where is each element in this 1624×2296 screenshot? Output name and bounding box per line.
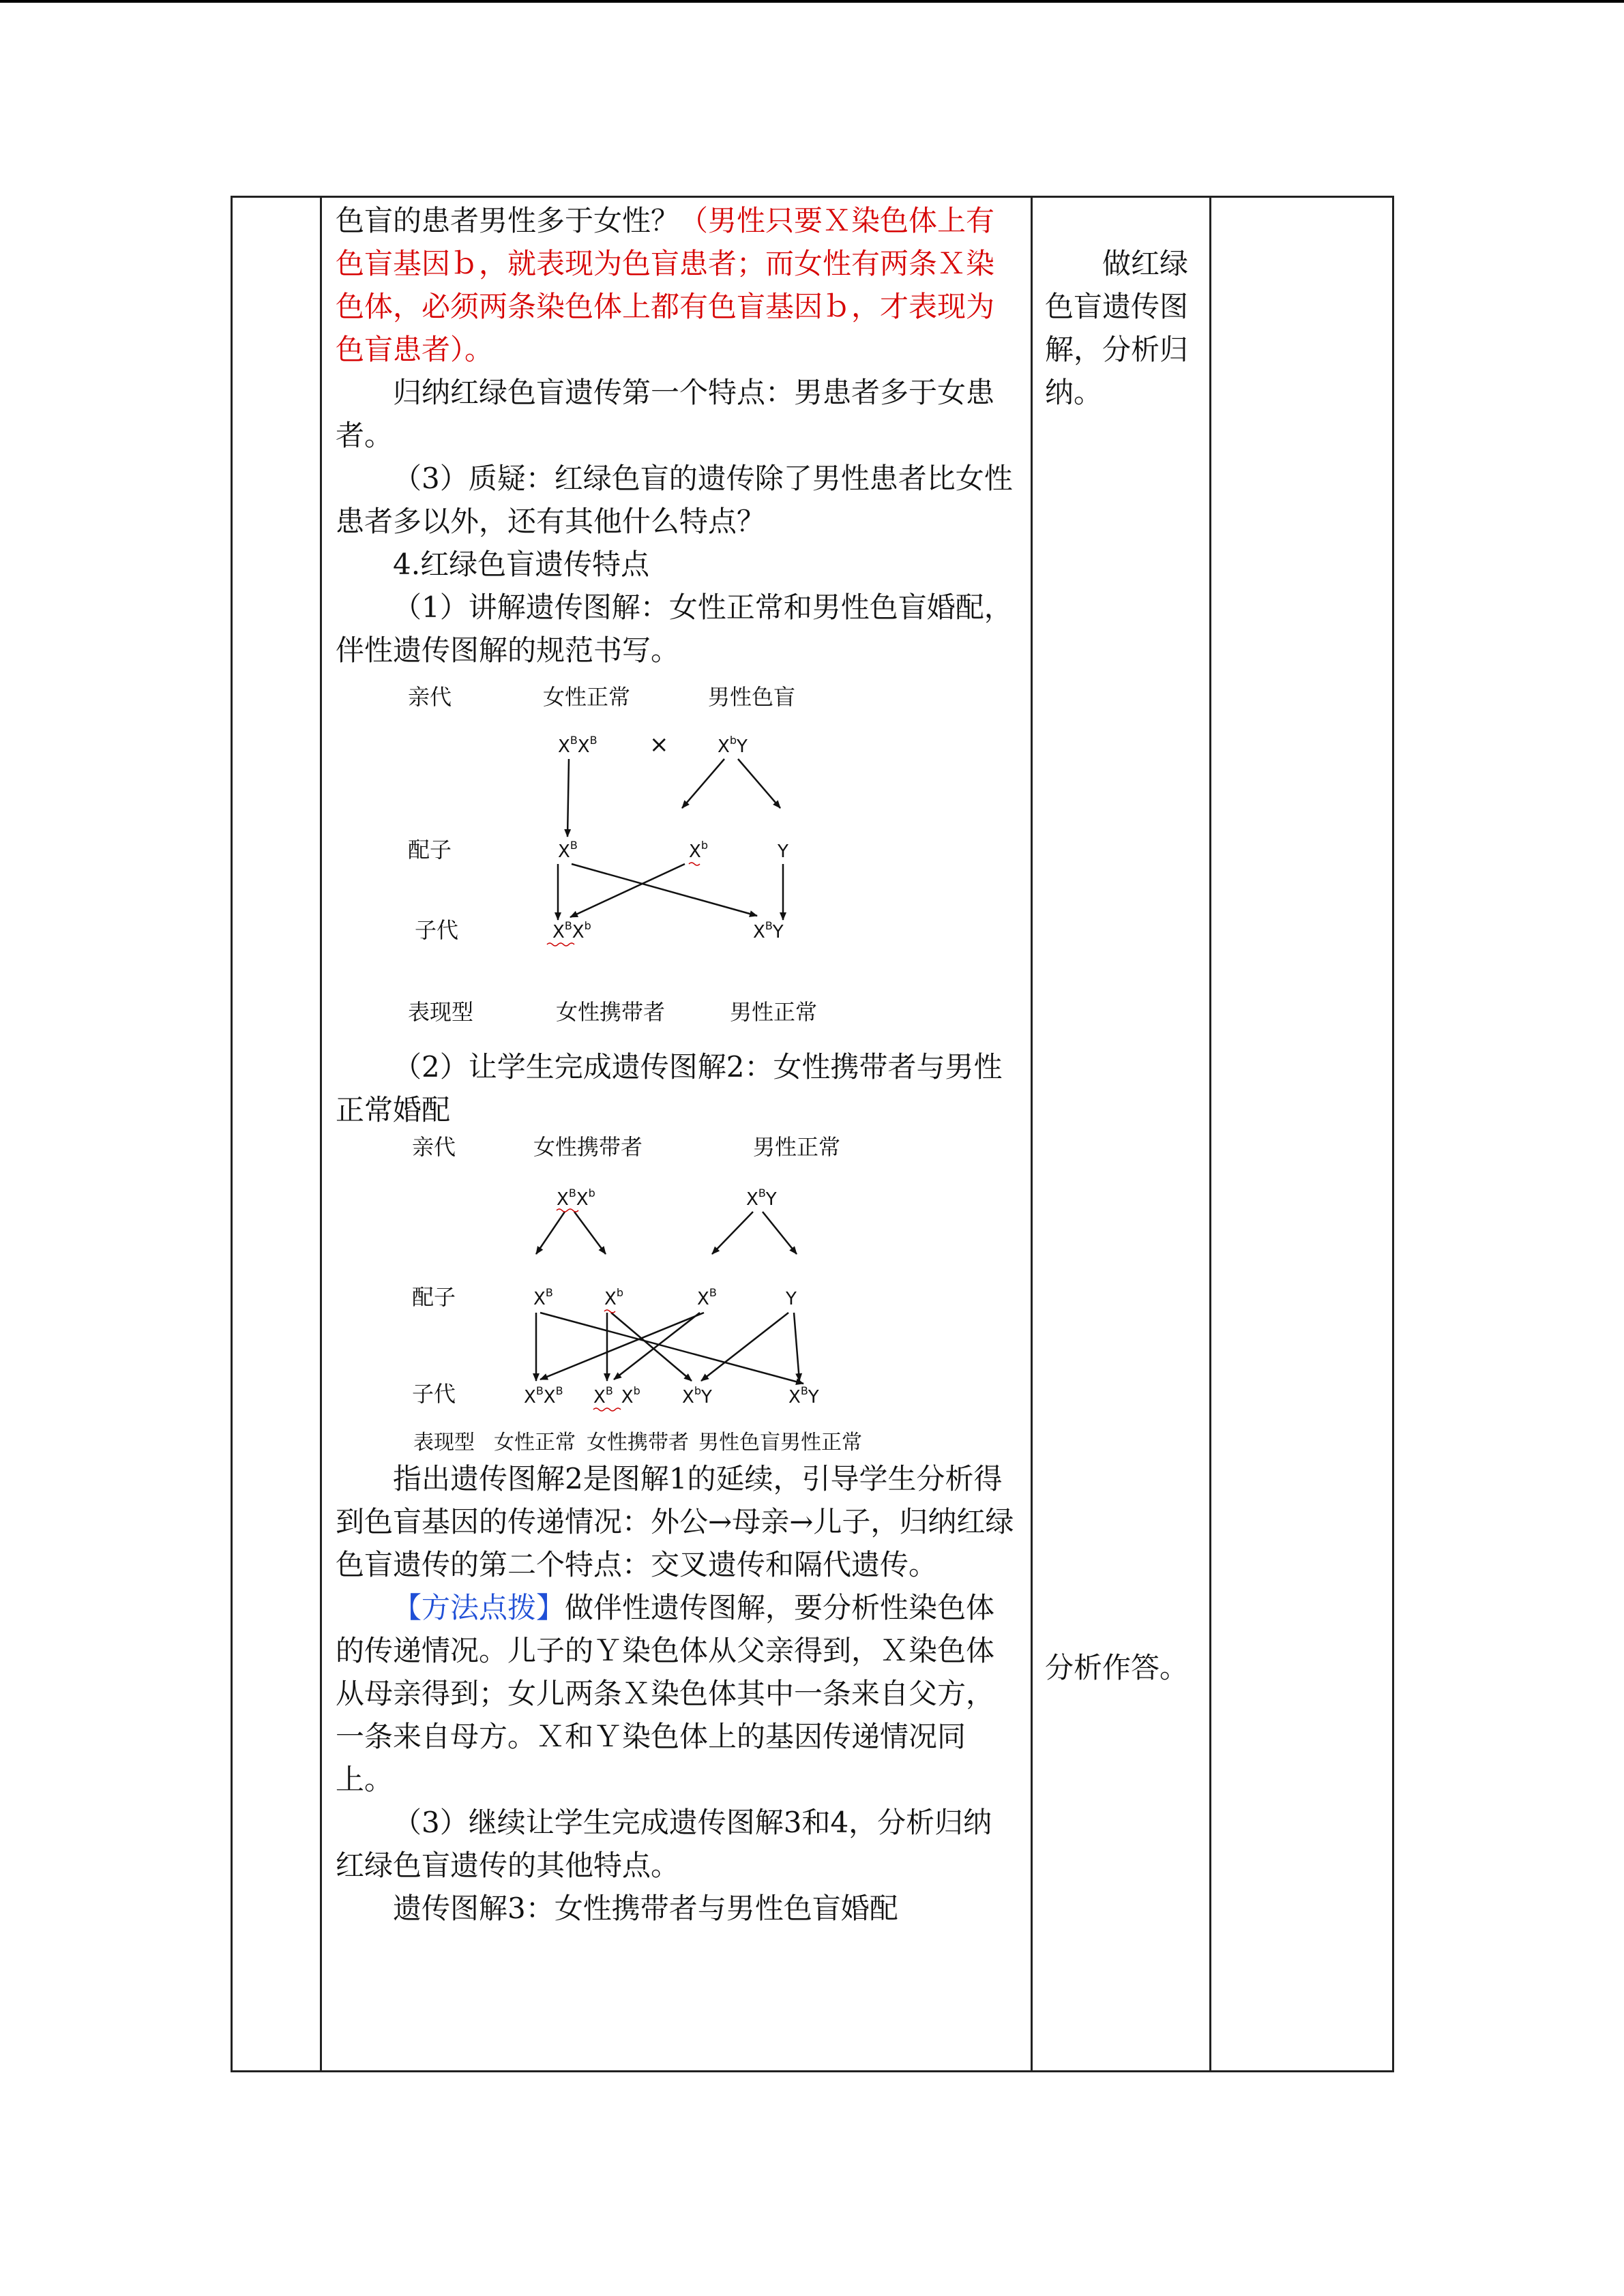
arrow xyxy=(614,1313,700,1380)
label-offspring: 子代 xyxy=(415,917,459,943)
paragraph: 【方法点拨】做伴性遗传图解，要分析性染色体的传递情况。儿子的Ｙ染色体从父亲得到，Ｘ染色体从母亲得到；女儿两条Ｘ染色体其中一条来自父方，一条来自母方。Ｘ和Ｙ染色体上的基因传递情况同上。 xyxy=(336,1591,995,1796)
gamete: $X^b$ xyxy=(604,1286,623,1309)
phenotype: 男性正常 xyxy=(730,999,818,1025)
arrow xyxy=(540,1313,803,1384)
spell-underline xyxy=(547,943,574,946)
label-phenotype: 表现型 xyxy=(408,999,474,1025)
label-gamete: 配子 xyxy=(412,1284,456,1310)
cross-symbol: × xyxy=(649,731,669,758)
phenotype: 男性正常 xyxy=(780,1431,862,1455)
spell-underline xyxy=(593,1408,621,1411)
gamete: $X^B$ xyxy=(697,1286,717,1309)
gamete: $X^b$ xyxy=(689,839,708,862)
parent-male: 男性正常 xyxy=(753,1134,841,1160)
label-phenotype: 表现型 xyxy=(413,1431,475,1455)
gamete: $X^B$ xyxy=(533,1286,553,1309)
column-divider xyxy=(1209,198,1211,2070)
arrow xyxy=(763,1212,797,1254)
page-top-border xyxy=(0,0,1624,3)
paragraph: （2）让学生完成遗传图解2：女性携带者与男性正常婚配 xyxy=(336,1050,1003,1127)
label-offspring: 子代 xyxy=(412,1381,456,1407)
parent-male: 男性色盲 xyxy=(708,684,796,710)
method-tip-label: 【方法点拨】 xyxy=(393,1591,565,1624)
offspring-genotype: $X^BY$ xyxy=(788,1384,819,1407)
spell-underline xyxy=(604,1310,615,1313)
offspring-genotype: $X^B$ $X^b$ xyxy=(593,1384,640,1407)
offspring-genotype: $X^BX^b$ xyxy=(552,919,591,942)
label-parent: 亲代 xyxy=(412,1134,456,1160)
genotype-female-parent: $X^BX^B$ xyxy=(558,734,597,757)
paragraph: （3）继续让学生完成遗传图解3和4，分析归纳红绿色盲遗传的其他特点。 xyxy=(336,1806,992,1882)
arrow xyxy=(738,759,780,808)
column-divider xyxy=(1031,198,1033,2070)
gamete: Y xyxy=(778,841,788,862)
teaching-content xyxy=(336,199,1019,1930)
phenotype: 女性携带者 xyxy=(587,1431,689,1455)
paragraph: 色盲的患者男性多于女性？（男性只要Ｘ染色体上有色盲基因ｂ，就表现为色盲患者；而女性有两条Ｘ染色体，必须两条染色体上都有色盲基因ｂ，才表现为色盲患者）。 xyxy=(336,204,995,366)
column-divider xyxy=(320,198,322,2070)
genotype-female-parent: $X^BX^b$ xyxy=(557,1187,595,1210)
genetic-diagram-1 xyxy=(336,674,868,1043)
student-activity: 分析作答。 xyxy=(1045,1651,1189,1684)
parent-female: 女性正常 xyxy=(543,684,631,710)
offspring-genotype: $X^BX^B$ xyxy=(524,1384,563,1407)
arrow xyxy=(712,1212,753,1254)
label-gamete: 配子 xyxy=(408,837,452,863)
spell-underline xyxy=(689,863,700,865)
gamete: $X^B$ xyxy=(558,839,578,862)
paragraph: （3）质疑：红绿色盲的遗传除了男性患者比女性患者多以外，还有其他什么特点？ xyxy=(336,462,1013,538)
offspring-genotype: $X^bY$ xyxy=(682,1384,712,1407)
arrow xyxy=(682,759,724,808)
paragraph: 指出遗传图解2是图解1的延续，引导学生分析得到色盲基因的传递情况：外公→母亲→儿子，归纳红绿色盲遗传的第二个特点：交叉遗传和隔代遗传。 xyxy=(336,1462,1014,1581)
arrow xyxy=(701,1313,788,1381)
section-heading: 4.红绿色盲遗传特点 xyxy=(393,548,650,581)
arrow xyxy=(572,864,757,916)
answer-text: （男性只要Ｘ染色体上有色盲基因ｂ，就表现为色盲患者；而女性有两条Ｘ染色体，必须两条染色体上都有色盲基因ｂ，才表现为色盲患者）。 xyxy=(336,204,995,366)
paragraph: 遗传图解3：女性携带者与男性色盲婚配 xyxy=(393,1892,898,1925)
paragraph: （1）讲解遗传图解：女性正常和男性色盲婚配，伴性遗传图解的规范书写。 xyxy=(336,591,1013,667)
paragraph: 归纳红绿色盲遗传第一个特点：男患者多于女患者。 xyxy=(336,376,995,452)
arrow xyxy=(536,1212,565,1254)
phenotype: 男性色盲 xyxy=(698,1431,780,1455)
label-parent: 亲代 xyxy=(408,684,452,710)
offspring-genotype: $X^BY$ xyxy=(753,919,784,942)
arrow xyxy=(567,759,569,837)
phenotype: 女性正常 xyxy=(494,1431,576,1455)
genotype-male-parent: $X^BY$ xyxy=(746,1187,777,1210)
arrow xyxy=(574,1212,606,1254)
phenotype: 女性携带者 xyxy=(556,999,666,1025)
arrow xyxy=(794,1313,799,1381)
gamete: Y xyxy=(786,1289,797,1309)
student-activity: 做红绿色盲遗传图解，分析归纳。 xyxy=(1045,247,1189,409)
genetic-diagram-2 xyxy=(336,1134,868,1455)
genotype-male-parent: $X^bY$ xyxy=(718,734,748,757)
parent-female: 女性携带者 xyxy=(533,1134,643,1160)
